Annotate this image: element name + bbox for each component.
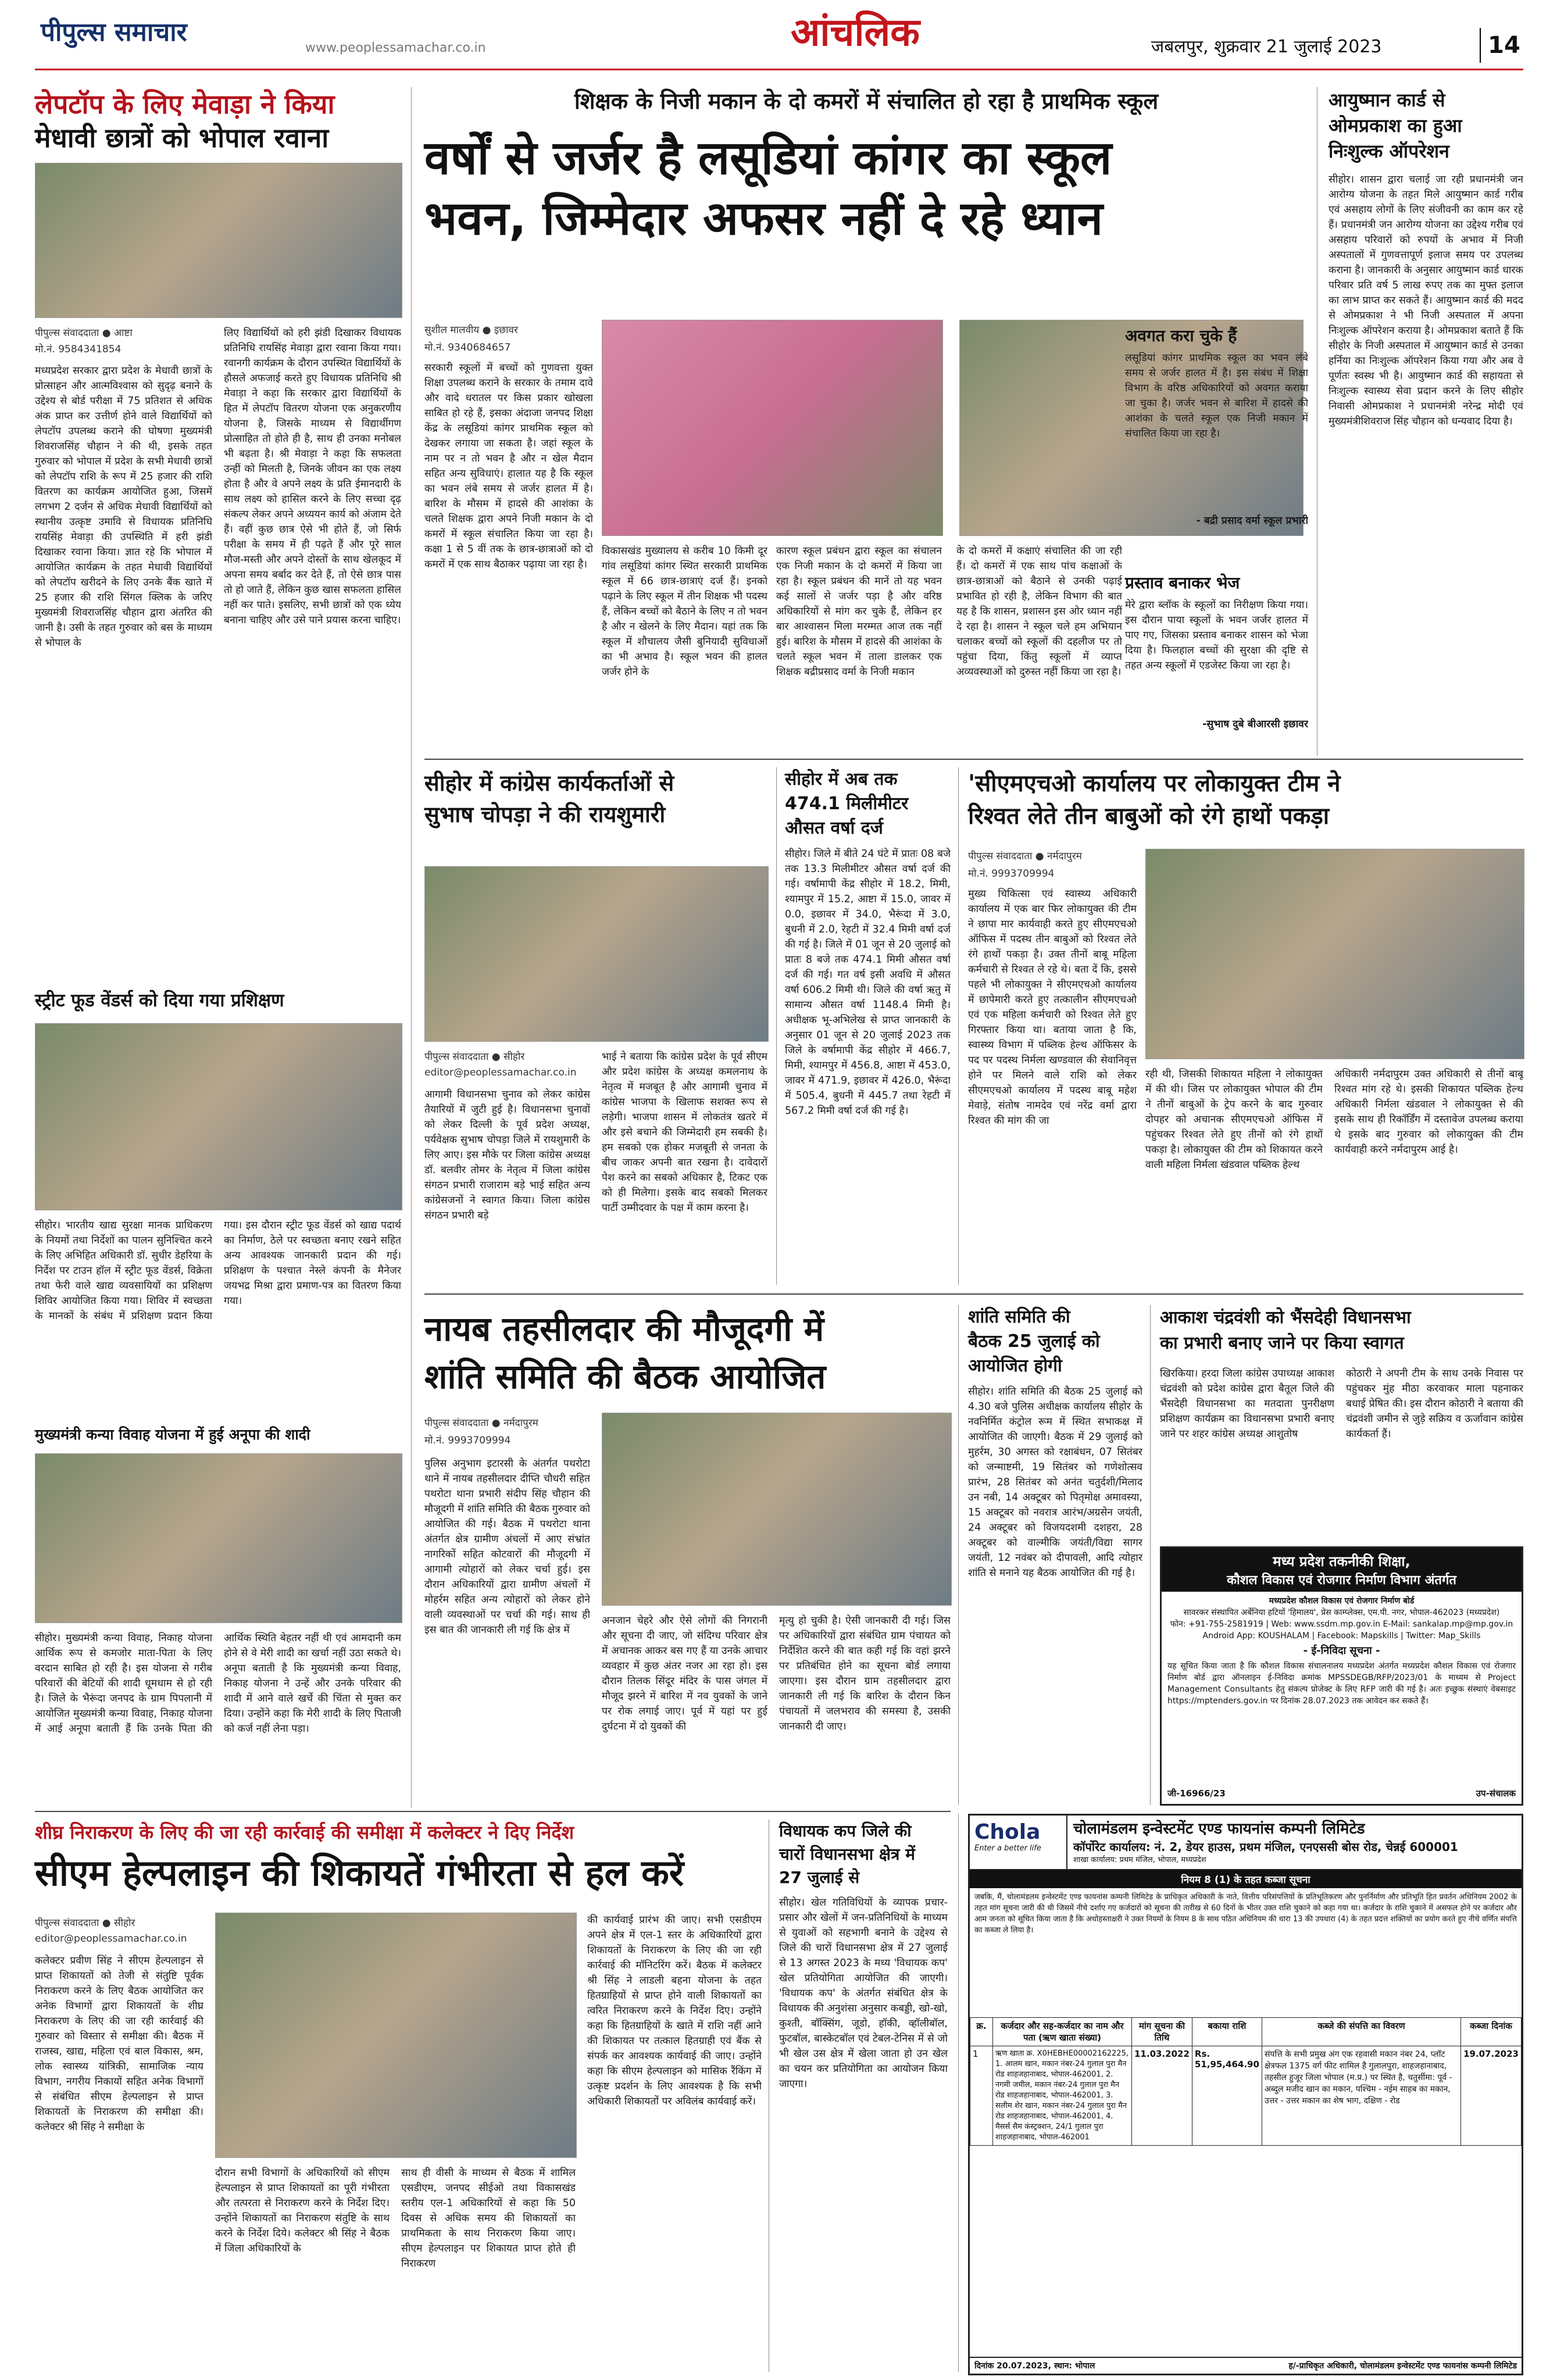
group-photo <box>35 163 402 318</box>
byline: पीपुल्स संवाददाता ● सीहोर <box>424 1051 525 1063</box>
box-sign: - बद्री प्रसाद वर्मा स्कूल प्रभारी <box>1196 515 1308 527</box>
headline <box>424 128 1308 249</box>
column-1: मुख्य चिकित्सा एवं स्वास्थ्य अधिकारी कार्यालय में एक बार फिर लोकायुक्त की टीम ने छापा मार कार्यवाही करते हुए सीएमएचओ ऑफिस में पदस्थ तीन बाबुओं को रिश्वत लेते रंगे हाथों पकड़ा है। उक्त तीनों बाबू महिला कर्मचारी से रिश्वत ले रहे थे। बता दें कि, इससे पहले भी लोकायुक्त ने सीएमएचओ कार्यालय में छापेमारी करते हुए तत्कालीन सीएमएचओ एवं एक महिला कर्मचारी को रिश्वत लेते हुए गिरफ्तार किया था। बताया जाता है कि, स्वास्थ्य विभाग में पब्लिक हेल्थ ऑफिसर के पद पर पदस्थ निर्मला खण्डवाल की सेवानिवृत्त होने पर मिलने वाले राशि को लेकर सीएमएचओ कार्यालय में पदस्थ बाबू महेश मेवाड़े, संतोष नामदेव एवं नरेंद्र वर्मा द्वारा रिश्वत की मांग की जा <box>968 888 1137 1127</box>
wedding-photo <box>35 1453 402 1623</box>
kicker: शीघ्र निराकरण के लिए की जा रही कार्रवाई की समीक्षा में कलेक्टर ने दिए निर्देश <box>35 1821 574 1843</box>
cell-borrowers: ऋण खाता क्र. X0HEBHE00002162225, 1. आलम खान, मकान नंबर-24 गुलाल पुरा मैन रोड शाहजहानाबाद, भोपाल-462001, 2. नगमी जमील, मकान नंबर-24 गुलाल पुरा मैन रोड शाहजहानाबाद, भोपाल-462001, 3. सलीम शेर खान, मकान नंबर-24 गुलाल पुरा मैन रोड शाहजहानाबाद, भोपाल-462001, 4. मैसर्स सैम कंस्ट्रक्शन, 24/1 गुलाल पुरा शाहजहानाबाद, भोपाल-462001 <box>993 2046 1132 2146</box>
column-4: की कार्यवाई प्रारंभ की जाए। सभी एसडीएम अपने क्षेत्र में एल-1 स्तर के अधिकारियों द्वारा शिकायतों के निराकरण के लिए की जा रही कार्रवाई की मॉनिटरिंग करें। बैठक में कलेक्टर श्री सिंह ने लाडली बहना योजना के तहत हितग्राहियों से प्राप्त होने वाली शिकायतों का त्वरित निराकरण करने के निर्देश दिए। उन्होंने कहा कि हितग्राहियों के खाते में राशि नहीं आने की शिकायत पर तत्काल हितग्राही एवं बैंक से संपर्क कर आवश्यक कार्यवाई की जाए। उन्होंने कहा कि सीएम हेल्पलाइन को मासिक रैंकिंग में उत्कृष्ट प्रदर्शन के लिए आवश्यक है कि सभी अधिकारी शिकायतों पर अविलंब कार्यवाई करें। <box>587 1914 762 2107</box>
page-number <box>1480 28 1527 63</box>
kicker: शिक्षक के निजी मकान के दो कमरों में संचालित हो रहा है प्राथमिक स्कूल <box>574 88 1159 114</box>
headline: स्ट्रीट फूड वेंडर्स को दिया गया प्रशिक्षण <box>35 990 284 1011</box>
column-2: लिए विद्यार्थियों को हरी झंडी दिखाकर विधायक प्रतिनिधि रायसिंह मेवाड़ा द्वारा रवाना किया गया। रवानगी कार्यक्रम के दौरान उपस्थित विद्यार्थियों के हौसले अफजाई करते हुए विधायक प्रतिनिधि श्री मेवाड़ा ने कहा कि सरकार द्वारा विद्यार्थियों के हित में लेपटॉप वितरण योजना एक अनुकरणीय योजना है, जिसके माध्यम से विद्यार्थीगण प्रोत्साहित तो होते ही है, साथ ही उनका मनोबल भी बढ़ता है। श्री मेवाड़ा ने कहा कि सफलता उन्हीं को मिलती है, जिनके जीवन का एक लक्ष्य होता है और वे अपने लक्ष्य के प्रति ईमानदारी के साथ लक्ष्य को हासिल करने के लिए सच्चा दृढ़ संकल्प लेकर अपने अध्ययन कार्य को अंजाम देते हैं। वहीं कुछ छात्र ऐसे भी होते हैं, जो सिर्फ परीक्षा के समय में ही पढ़ते हैं और पूरे साल मौज-मस्ती और अपने दोस्तों के साथ खेलकूद में अपना समय बर्बाद कर देते हैं, तो ऐसे छात्र पास तो हो जाते हैं, लेकिन कुछ खास सफलता हासिल नहीं कर पाते। इसलिए, सभी छात्रों को एक ध्येय बनाना चाहिए और उसे पाने प्रयास करना चाहिए। <box>224 327 401 626</box>
column-1: खिरकिया। हरदा जिला कांग्रेस उपाध्यक्ष आकाश चंद्रवंशी को प्रदेश कांग्रेस द्वारा बैतूल जिले की भैंसदेही विधानसभा का मतदाता पुनरीक्षण प्रशिक्षण कार्यक्रम का विधानसभा प्रभारी बनाए जाने पर शहर कांग्रेस अध्यक्ष आशुतोष <box>1160 1368 1334 1440</box>
divider <box>424 1293 1523 1295</box>
story-shanti-samiti <box>424 1305 951 1805</box>
cell-notice-date: 11.03.2022 <box>1132 2046 1192 2146</box>
col-header: कब्जा दिनांक <box>1461 2018 1522 2046</box>
story-kanya-vivah <box>35 1424 401 1796</box>
box-text: लसूडियां कांगर प्राथमिक स्कूल का भवन लंबे समय से जर्जर हालत में है। इस संबंध में शिक्षा विभाग के वरिष्ठ अधिकारियों को अवगत कराया जा चुका है। जर्जर भवन से बारिश में हादसे की आशंका के चलते स्कूल एक निजी मकान में संचालित किया जा रहा है। <box>1125 352 1308 439</box>
headline-line2: ओमप्रकाश का हुआ <box>1329 115 1462 137</box>
story-congress <box>424 767 767 1291</box>
col-header: कब्जे की संपत्ति का विवरण <box>1262 2018 1460 2046</box>
headline-line3: औसत वर्षा दर्ज <box>785 818 883 838</box>
ad-contact: फोन: +91-755-2581919 | Web: www.ssdm.mp.gov.in E-Mail: sankalap.mp@mp.gov.in <box>1170 1620 1513 1629</box>
headline-line1: शांति समिति की <box>968 1307 1070 1327</box>
chola-logo <box>970 1816 1067 1869</box>
column-4: के दो कमरों में कक्षाएं संचालित की जा रही हैं। दो कमरों में एक साथ पांच कक्षाओं के छात्र-छात्राओं को बैठाने से उनकी पढ़ाई प्रभावित हो रही है, लेकिन विभाग की बात यह है कि शासन, प्रशासन इस ओर ध्यान नहीं दे रहा है। शासन ने स्कूल चले हम अभियान चलाकर बच्चों को स्कूलों की दहलीज पर तो पहुंचा दिया, किंतु स्कूलों में व्याप्त अव्यवस्थाओं को दुरुस्त नहीं किया जा रहा है। <box>956 545 1122 678</box>
story-text: सीहोर। शांति समिति की बैठक 25 जुलाई को 4.30 बजे पुलिस अधीक्षक कार्यालय सीहोर के नवनिर्मित कंट्रोल रूम में स्थित सभाकक्ष में आयोजित की जाएगी। बैठक में 29 जुलाई को मुहर्रम, 30 अगस्त को रक्षाबंधन, 07 सितंबर को जन्माष्टमी, 19 सितंबर को गणेशोत्सव प्रारंभ, 28 सितंबर को अनंत चतुर्दशी/मिलाद उन नबी, 14 अक्टूबर को पितृमोक्ष अमावस्या, 15 अक्टूबर को नवरात्र आरंभ/अग्रसेन जयंती, 24 अक्टूबर को विजयदशमी दशहरा, 28 अक्टूबर को वाल्मीकि जयंती/विद्या सागर जयंती, 12 नवंबर को दीपावली, आदि त्योहार शांति से मनाने यह बैठक आयोजित की गई है। <box>968 1386 1142 1579</box>
phone: मो.नं. 9993709994 <box>968 868 1055 880</box>
cell-property: संपत्ति के सभी प्रमुख अंग एक रहवासी मकान नंबर 24, प्लॉट क्षेत्रफल 1375 वर्ग फीट शामिल है गुलालपुरा, शाहजहानाबाद, तहसील हुजूर जिला भोपाल (म.प्र.) पर स्थित है, चतुर्सीमा: पूर्व - अब्दुल मजीद खान का मकान, पश्चिम - नईम साहब का मकान, उत्तर - उत्तर मकान का शेष भाग, दक्षिण - रोड <box>1262 2046 1460 2146</box>
byline: पीपुल्स संवाददाता ● नर्मदापुरम <box>424 1417 538 1429</box>
byline: पीपुल्स संवाददाता ● आष्टा <box>35 327 133 339</box>
section-title: आंचलिक <box>791 10 920 55</box>
cell-amount: Rs. 51,95,464.90 <box>1192 2046 1262 2146</box>
story-rainfall <box>785 767 951 1285</box>
chola-ad <box>968 1814 1523 2375</box>
column-1: कलेक्टर प्रवीण सिंह ने सीएम हेल्पलाइन से प्राप्त शिकायतों को तेजी से संतुष्टि पूर्वक निराकरण करने के लिए बैठक आयोजित कर अनेक विभागों द्वारा शिकायतों के शीघ्र निराकरण के लिए की जा रही कार्रवाई की गुरुवार को विस्तार से समीक्षा की। बैठक में राजस्व, खाद्य, महिला एवं बाल विकास, श्रम, लोक स्वास्थ्य यांत्रिकी, सामाजिक न्याय विभाग, नगरीय निकायों सहित अनेक विभागों से संबंधित सीएम हेल्पलाइन से प्राप्त शिकायतों के निराकरण की समीक्षा की। कलेक्टर श्री सिंह ने समीक्षा के <box>35 1955 203 2133</box>
cell-num: 1 <box>970 2046 993 2146</box>
headline-line2: चारों विधानसभा क्षेत्र में <box>779 1845 915 1864</box>
column-2: भाई ने बताया कि कांग्रेस प्रदेश के पूर्व सीएम और प्रदेश कांग्रेस के अध्यक्ष कमलनाथ के नेतृत्व में मजबूत है और आगामी चुनाव में कांग्रेस भाजपा के खिलाफ सशक्त रूप से लड़ेगी। भाजपा शासन में लोकतंत्र खतरे में और इसे बचाने की जिम्मेदारी हम सबकी है। हम सबको एक होकर मजबूती से जनता के बीच जाकर अपनी बात रखना है। दावेदारों पेश करने का सबको अधिकार है, टिकट एक को ही मिलेगा। इसके बाद सबको मिलकर पार्टी उम्मीदवार के पक्ष में काम करना है। <box>602 1051 767 1214</box>
headline <box>785 767 951 841</box>
box-prastav <box>1125 573 1308 747</box>
headline-line1: आयुष्मान कार्ड से <box>1329 89 1445 111</box>
congress-photo <box>424 866 769 1042</box>
divider <box>958 767 959 1285</box>
headline-line1: 'सीएमएचओ कार्यालय पर लोकायुक्त टीम ने <box>968 770 1341 797</box>
logo <box>41 10 187 51</box>
story-ayushman <box>1329 87 1523 756</box>
chola-branch: शाखा कार्यालय: प्रथम मंजिल, भोपाल, मध्यप्रदेश <box>1073 1856 1206 1864</box>
ad-org: मध्यप्रदेश कौशल विकास एवं रोजगार निर्माण बोर्ड <box>1269 1596 1415 1606</box>
headline-line1: सीहोर में कांग्रेस कार्यकर्ताओं से <box>424 770 674 796</box>
website: www.peoplessamachar.co.in <box>305 41 486 55</box>
story-text: सीहोर। शासन द्वारा चलाई जा रही प्रधानमंत्री जन आरोग्य योजना के तहत मिले आयुष्मान कार्ड गरीब एवं असहाय लोगों के लिए संजीवनी का काम कर रहे हैं। प्रधानमंत्री जन आरोग्य योजना का उद्देश्य गरीब एवं असहाय परिवारों को रुपयों के अभाव में निजी अस्पतालों में गुणवत्तापूर्ण इलाज समय पर उपलब्ध कराना है। जानकारी के अनुसार आयुष्मान कार्ड धारक परिवार प्रति वर्ष 5 लाख रुपए तक का मुफ्त इलाज का लाभ प्राप्त कर सकते हैं। आयुष्मान कार्ड की मदद से ओमप्रकाश ने भी निजी अस्पताल में अपना निःशुल्क ऑपरेशन कराया है। ओमप्रकाश बताते हैं कि सीहोर के निजी अस्पताल में आयुष्मान कार्ड से उनका हर्निया का निःशुल्क ऑपरेशन किया गया और अब वे पूर्णतः स्वस्थ भी है। आयुष्मान कार्ड की सहायता से निःशुल्क स्वास्थ्य सेवा प्रदान करने के लिए सीहोर निवासी ओमप्रकाश ने प्रधानमंत्री नरेन्द्र मोदी एवं मुख्यमंत्रीशिवराज सिंह चौहान को धन्यवाद दिया है। <box>1329 174 1523 427</box>
column-3: कारण स्कूल प्रबंधन द्वारा स्कूल का संचालन एक निजी मकान के दो कमरों में किया जा रहा है। स्कूल प्रबंधन की मानें तो यह भवन कई सालों से जर्जर पड़ा है और वरिष्ठ अधिकारियों से मांग कर चुके हैं, लेकिन हर बार आश्वासन मिला मरम्मत आज तक नहीं हुई। बारिश के मौसम में हादसे की आशंका के चलते स्कूल भवन में ताला डालकर एक शिक्षक बद्रीप्रसाद वर्मा के निजी मकान <box>776 545 942 678</box>
box-title: अवगत करा चुके हैं <box>1125 326 1237 345</box>
headline-line1: लेपटॉप के लिए मेवाड़ा ने किया <box>35 88 335 120</box>
ad-notice-text: यह सूचित किया जाता है कि कौशल विकास संचालनालय मध्यप्रदेश अंतर्गत मध्यप्रदेश कौशल विकास एवं रोजगार निर्माण बोर्ड द्वारा ऑनलाइन ई-निविदा क्रमांक MPSSDEGB/RFP/2023/01 के माध्यम से Project Management Consultants हेतु संकल्प प्रोजेक्ट के लिए RFP जारी की गई है। अतः इच्छुक संस्थाएं वेबसाइट https://mptenders.gov.in पर दिनांक 28.07.2023 तक आवेदन कर सकते हैं। <box>1167 1661 1516 1706</box>
chola-title: चोलामंडलम इन्वेस्टमेंट एण्ड फायनांस कम्पनी लिमिटेड <box>1073 1820 1365 1838</box>
divider <box>1150 1305 1151 1805</box>
headline-line2: शांति समिति की बैठक आयोजित <box>424 1357 826 1396</box>
masthead-rule <box>35 69 1523 70</box>
training-photo <box>35 1023 402 1210</box>
phone: मो.नं. 9584341854 <box>35 344 122 355</box>
chola-footer-sign: ह/-प्राधिकृत अधिकारी, चोलामंडलम इन्वेस्टमेंट एण्ड फायनांस कम्पनी लिमिटेड <box>1288 2361 1517 2371</box>
headline: मुख्यमंत्री कन्या विवाह योजना में हुई अनूपा की शादी <box>35 1426 310 1443</box>
headline <box>424 1305 951 1400</box>
col-header: क्र. <box>970 2018 993 2046</box>
chola-tagline: Enter a better life <box>974 1844 1041 1853</box>
story-cm-helpline <box>35 1820 762 2372</box>
headline-line1: वर्षों से जर्जर है लसूडियां कांगर का स्कूल <box>424 131 1112 185</box>
headline-line2: बैठक 25 जुलाई को <box>968 1331 1100 1352</box>
story-lokayukta <box>968 767 1523 1285</box>
headline <box>35 87 401 155</box>
headline-line2: मेधावी छात्रों को भोपाल रवाना <box>35 122 329 153</box>
column-3: मृत्यु हो चुकी है। ऐसी जानकारी दी गई। जिस पर अधिकारियों द्वारा संबंधित ग्राम पंचायत को निर्देशित करने की बात कही गई कि वहां झरने पर प्रतिबंधित होने का सूचना बोर्ड लगाया जाएगा। इस दौरान ग्राम तहसीलदार द्वारा जानकारी ली गई कि बारिश के दौरान किन पंचायतों में जलभराव की समस्या है, उसकी जानकारी दी जाए। <box>779 1615 951 1732</box>
column-2: दौरान सभी विभागों के अधिकारियों को सीएम हेल्पलाइन से प्राप्त शिकायतों का पूरी गंभीरता और तत्परता से निराकरण करने के निर्देश दिए। उन्होंने शिकायतों का निराकरण संतुष्टि के साथ करने के निर्देश दिये। कलेक्टर श्री सिंह ने बैठक में जिला अधिकारियों के <box>215 2167 390 2254</box>
chola-header <box>970 1816 1522 1870</box>
headline <box>424 767 767 830</box>
chola-footer <box>970 2357 1522 2374</box>
divider <box>958 1305 959 1805</box>
page-number-text: 14 <box>1488 32 1520 59</box>
headline-line2: रिश्वत लेते तीन बाबुओं को रंगे हाथों पकड़ा <box>968 803 1330 830</box>
story-shanti-samiti-25 <box>968 1305 1142 1805</box>
column-1: मध्यप्रदेश सरकार द्वारा प्रदेश के मेधावी छात्रों के प्रोत्साहन और आत्मविश्वास को सुदृढ़ बनाने के उद्देश्य से बोर्ड परीक्षा में 75 प्रतिशत से अधिक अंक प्राप्त कर उत्तीर्ण होने वाले विद्यार्थियों को लेपटॉप उपलब्ध कराने की घोषणा मुख्यमंत्री शिवराजसिंह चौहान ने की थी, इसके तहत गुरुवार को भोपाल में प्रदेश के सभी मेधावी छात्रों को लेपटॉप राशि के रूप में 25 हजार की राशि वितरण का कार्यक्रम आयोजित हुआ, जिसमें लगभग 2 दर्जन से अधिक मेधावी विद्यार्थियों को स्थानीय उत्कृष्ट उमावि से विधायक प्रतिनिधि रायसिंह मेवाड़ा की उपस्थिति में हरी झंडी दिखाकर रवाना किया। ज्ञात रहे कि भोपाल में आयोजित कार्यक्रम के तहत मेधावी विद्यार्थियों को लेपटॉप खरीदने के लिए उनके बैंक खाते में 25 हजार की राशि सिंगल क्लिक के जरिए मुख्यमंत्री शिवराजसिंह चौहान द्वारा अंतरित की जानी है। उसी के तहत गुरुवार को बस के माध्यम से भोपाल के <box>35 365 212 649</box>
chola-intro: जबकि, मैं, चोलामंडलम इन्वेस्टमेंट एण्ड फायनांस कम्पनी लिमिटेड के प्राधिकृत अधिकारी के नाते, वित्तीय परिसंपत्तियों के प्रतिभूतिकरण और पुनर्निर्माण और प्रतिभूति हित प्रवर्तन अधिनियम 2002 के तहत मांग सूचना जारी की थी जिसमें नीचे दर्शाए गए कर्जदारों को सूचना की तारीख से 60 दिनों के भीतर उक्त राशि चुकाने को कहा गया था। कर्जदार के राशि चुकाने में असफल होने पर कर्जदार और आम जनता को सूचित किया जाता है कि अधोहस्ताक्षरी ने उक्त नियमों के नियम 8 के साथ पठित अधिनियम की धारा 13 की उपधारा (4) के तहत प्रदत्त शक्तियों का प्रयोग करते हुए नीचे वर्णित संपत्ति का कब्जा ले लिया है। <box>974 1893 1517 1935</box>
column-1: सरकारी स्कूलों में बच्चों को गुणवत्ता युक्त शिक्षा उपलब्ध कराने के सरकार के तमाम दावे और वादे धरातल पर किस प्रकार खोखला साबित हो रहे हैं, इसका अंदाजा जनपद शिक्षा केंद्र के लसूडियां कांगर प्राथमिक स्कूल को देखकर लगाया जा सकता है। जहां स्कूल के नाम पर न तो भवन है और न खेल मैदान सहित अन्य सुविधाएं। हालात यह है कि स्कूल का भवन लंबे समय से जर्जर हालत में है। बारिश के मौसम में हादसे की आशंका के चलते शिक्षक द्वारा अपने निजी मकान के दो कमरों में स्कूल संचालित किया जा रहा है। कक्षा 1 से 5 वीं तक के छात्र-छात्राओं को दो कमरों में एक साथ बैठाकर पढ़ाया जा रहा है। <box>424 362 593 570</box>
headline <box>1329 87 1523 164</box>
table-header-row <box>970 2018 1522 2046</box>
table-row <box>970 2046 1522 2146</box>
divider <box>35 1811 951 1812</box>
headline <box>1160 1305 1523 1356</box>
school-building-photo <box>602 320 943 536</box>
story-laptop <box>35 87 401 930</box>
column-2: रही थी, जिसकी शिकायत महिला ने लोकायुक्त में की थी। जिस पर लोकायुक्त भोपाल की टीम ने तीनों बाबुओं के ट्रेप करने के बाद गुरुवार दोपहर को अचानक सीएमएचओ ऑफिस में पहुंचकर रिश्वत लेते हुए तीनों को रंगे हाथों पकड़ा है। लोकायुक्त की टीम को शिकायत करने वाली महिला निर्मला खंडवाल पब्लिक हेल्थ <box>1145 1069 1323 1171</box>
story-text: सीहोर। भारतीय खाद्य सुरक्षा मानक प्राधिकरण के नियमों तथा निर्देशों का पालन सुनिश्चित करने के लिए अभिहित अधिकारी डॉ. सुधीर डेहरिया के निर्देश पर टाउन हॉल में स्ट्रीट फूड वेंडर्स, विक्रेता तथा फेरी वाले खाद्य व्यवसायियों का प्रशिक्षण शिविर आयोजित किया गया। शिविर में स्वच्छता के मानकों के संबंध में प्रशिक्षण प्रदान किया गया। इस दौरान स्ट्रीट फूड वेंडर्स को खाद्य पदार्थ का निर्माण, ठेले पर स्वच्छता बनाए रखने सहित अन्य आवश्यक जानकारी प्रदान की गई। प्रशिक्षण के पश्चात नेस्ले कंपनी के मैनेजर जयभद्र मिश्रा द्वारा प्रमाण-पत्र का वितरण किया गया। <box>35 1220 401 1322</box>
box-title: प्रस्ताव बनाकर भेज <box>1125 573 1240 592</box>
email: editor@peoplessamachar.co.in <box>424 1067 577 1078</box>
col-header: कर्जदार और सह-कर्जदार का नाम और पता (ऋण खाता संख्या) <box>993 2018 1132 2046</box>
column-3: अधिकारी नर्मदापुरम उक्त अधिकारी से तीनों बाबू रिश्वत मांग रहे थे। इसकी शिकायत पब्लिक हेल्थ अधिकारी निर्मला खंडवाल ने लोकायुक्त से की इसके साथ ही रिकॉर्डिंग में दस्तावेज उपलब्ध कराया थे इसके बाद गुरुवार को लोकायुक्त की टीम कार्यवाही करने नर्मदापुरम आई है। <box>1334 1069 1523 1156</box>
ad-address: सावरकर संस्थापित अर्बेनिया हटियों 'हिमालय', प्रेस काम्प्लेक्स, एम.पी. नगर, भोपाल-462023 (मध्यप्रदेश) <box>1183 1608 1500 1617</box>
byline: पीपुल्स संवाददाता ● नर्मदापुरम <box>968 850 1082 862</box>
divider <box>411 87 412 1808</box>
headline-line2: सुभाष चोपड़ा ने की रायशुमारी <box>424 802 666 827</box>
meeting-photo <box>602 1413 952 1606</box>
box-avgat <box>1125 326 1308 570</box>
headline-line2: 474.1 मिलीमीटर <box>785 794 909 814</box>
chola-rule: नियम 8 (1) के तहत कब्जा सूचना <box>970 1870 1522 1888</box>
column-1: पुलिस अनुभाग इटारसी के अंतर्गत पथरोटा थाने में नायब तहसीलदार दीप्ति चौधरी सहित पथरोटा थाना प्रभारी संदीप सिंह चौहान की मौजूदगी में शांति समिति की बैठक गुरुवार को आयोजित की गई। बैठक में पथरोटा थाना अंतर्गत क्षेत्र ग्रामीण अंचलों में आए संभ्रांत नागरिकों सहित कोटवारों की मौजूदगी में आगामी त्योहारों को लेकर चर्चा हुई। इस दौरान अधिकारियों द्वारा ग्रामीण अंचलों में मोहर्रम सहित अन्य त्योहारों को लेकर होने वाली व्यवस्थाओं पर चर्चा की गई। साथ ही इस बात की जानकारी ली गई कि क्षेत्र में <box>424 1458 590 1636</box>
helpline-meeting-photo <box>215 1913 577 2158</box>
headline-line1: सीहोर में अब तक <box>785 769 898 789</box>
byline: सुशील मालवीय ● इछावर <box>424 324 518 336</box>
headline: सीएम हेल्पलाइन की शिकायतें गंभीरता से हल करें <box>35 1852 684 1894</box>
chola-address: कॉर्पोरेट कार्यालय: नं. 2, डेयर हाउस, प्रथम मंजिल, एनएससी बोस रोड, चेन्नई 600001 <box>1073 1840 1458 1854</box>
divider <box>776 767 777 1285</box>
possession-table <box>970 2017 1522 2146</box>
headline <box>968 767 1523 832</box>
headline-line3: आयोजित होगी <box>968 1356 1062 1376</box>
headline-line1: आकाश चंद्रवंशी को भैंसदेही विधानसभा <box>1160 1307 1411 1328</box>
phone: मो.नं. 9993709994 <box>424 1435 511 1446</box>
ad-notice-title: - ई-निविदा सूचना - <box>1303 1645 1380 1657</box>
headline-line3: निःशुल्क ऑपरेशन <box>1329 140 1449 162</box>
column-1: आगामी विधानसभा चुनाव को लेकर कांग्रेस तैयारियों में जुटी हुई है। विधानसभा चुनावों को लेकर दिल्ली के पूर्व प्रदेश अध्यक्ष, पर्यवेक्षक सुभाष चोपड़ा जिले में रायशुमारी के लिए आए। इस मौके पर जिला कांग्रेस अध्यक्ष डॉ. बलवीर तोमर के नेतृत्व में जिला कांग्रेस संगठन प्रभारी राजाराम बड़े भाई सहित अन्य कांग्रेसजनों ने स्वागत किया। जिला कांग्रेस संगठन प्रभारी बड़े <box>424 1089 590 1221</box>
story-text: सीहोर। खेल गतिविधियों के व्यापक प्रचार-प्रसार और खेलों में जन-प्रतिनिधियों के माध्यम से युवाओं को सहभागी बनाने के उद्देश्य से जिले की चारों विधानसभा क्षेत्र में 27 जुलाई से 13 अगस्त 2023 के मध्य 'विधायक कप' खेल प्रतियोगिता आयोजित की जाएगी। 'विधायक कप' के अंतर्गत संबंधित क्षेत्र के विधायक की अनुशंसा अनुसार कबड्डी, खो-खो, कुश्ती, बॉक्सिंग, जूडो, हॉकी, व्हॉलीबॉल, फुटबॉल, बास्केटबॉल एवं टेबल-टेनिस में से जो भी खेल उस क्षेत्र में खेला जाता हो उन खेल का चयन कर प्रतियोगिता का आयोजन किया जाएगा। <box>779 1897 948 2090</box>
story-text: सीहोर। मुख्यमंत्री कन्या विवाह, निकाह योजना आर्थिक रूप से कमजोर माता-पिता के लिए वरदान साबित हो रही है। इस योजना से गरीब परिवारों की बेटियों की शादी धूमधाम से हो रही है। जिले के भैरूंदा जनपद के ग्राम पिपलानी में आयोजित मुख्यमंत्री कन्या विवाह, निकाह योजना में आई अनूपा बताती हैं कि उनके पिता की आर्थिक स्थिति बेहतर नहीं थी एवं आमदानी कम होने से वे मेरी शादी का खर्चा नहीं उठा सकते थे। अनूपा बताती है कि मुख्यमंत्री कन्या विवाह, निकाह योजना ने उन्हें और उनके परिवार की शादी में आने वाले खर्चे की चिंता से मुक्त कर दिया। उन्होंने कहा कि मेरी शादी के लिए पिताजी को कर्ज नहीं लेना पड़ा। <box>35 1632 401 1735</box>
chola-footer-date: दिनांक 20.07.2023, स्थान: भोपाल <box>974 2361 1095 2371</box>
story-text: सीहोर। जिले में बीते 24 घंटे में प्रातः 08 बजे तक 13.3 मिलीमीटर औसत वर्षा दर्ज की गई। वर्षामापी केंद्र सीहोर में 18.2, मिमी, श्यामपुर में 15.2, आष्टा में 15.0, जावर में 0.0, इछावर में 34.0, भैरूंदा में 3.0, बुधनी में 2.0, रेहटी में 32.4 मिमी वर्षा दर्ज की गई है। जिले में 01 जून से 20 जुलाई को प्रातः 8 बजे तक 474.1 मिमी औसत वर्षा दर्ज की गई। गत वर्ष इसी अवधि में औसत वर्षा 606.2 मिमी थी। जिले की वर्षा ऋतु में सामान्य औसत वर्षा 1148.4 मिमी है। अधीक्षक भू-अभिलेख से प्राप्त जानकारी के अनुसार 01 जून से 20 जुलाई 2023 तक जिले के वर्षामापी केंद्र सीहोर में 466.7, मिमी, श्यामपुर में 456.8, आष्टा में 453.0, जावर में 471.9, इछावर में 426.0, भैरूंदा में 505.4, बुधनी में 445.7 तथा रेहटी में 567.2 मिमी वर्षा दर्ज की गई है। <box>785 848 951 1117</box>
story-akash <box>1160 1305 1523 1532</box>
col-header: बकाया राशि <box>1192 2018 1262 2046</box>
phone: मो.नं. 9340684657 <box>424 342 511 353</box>
divider <box>424 759 1523 760</box>
headline <box>779 1820 948 1889</box>
ad-sign: उप-संचालक <box>1476 1788 1516 1799</box>
column-3: साथ ही वीसी के माध्यम से बैठक में शामिल एसडीएम, जनपद सीईओ तथा विकासखंड स्तरीय एल-1 अधिकारियों से कहा कि 50 दिवस से अधिक समय की शिकायतों का प्राथमिकता के साथ निराकरण किया जाए। सीएम हेल्पलाइन पर शिकायत प्राप्त होते ही निराकरण <box>401 2167 576 2270</box>
office-photo <box>1145 849 1524 1059</box>
box-text: मेरे द्वारा ब्लॉक के स्कूलों का निरीक्षण किया गया। इस दौरान पाया स्कूलों के भवन जर्जर हालत में पाए गए, जिसका प्रस्ताव बनाकर शासन को भेजा दिया है। फिलहाल बच्चों की सुरक्षा की दृष्टि से तहत अन्य स्कूलों में एडजेस्ट किया जा रहा है। <box>1125 599 1308 671</box>
divider <box>958 1814 959 2372</box>
byline: पीपुल्स संवाददाता ● सीहोर <box>35 1917 135 1929</box>
story-street-food <box>35 988 401 1413</box>
headline-line1: नायब तहसीलदार की मौजूदगी में <box>424 1309 824 1349</box>
cell-possession-date: 19.07.2023 <box>1461 2046 1522 2146</box>
headline-line1: विधायक कप जिले की <box>779 1821 912 1841</box>
ad-title1: मध्य प्रदेश तकनीकी शिक्षा, <box>1273 1553 1410 1570</box>
headline-line3: 27 जुलाई से <box>779 1868 860 1887</box>
chola-brand: Chola <box>974 1820 1041 1844</box>
col-header: मांग सूचना की तिथि <box>1132 2018 1192 2046</box>
tender-ad <box>1160 1546 1523 1806</box>
email: editor@peoplessamachar.co.in <box>35 1933 187 1945</box>
story-vidhayak-cup <box>779 1820 948 2372</box>
dateline: जबलपुर, शुक्रवार 21 जुलाई 2023 <box>1151 37 1382 57</box>
box-sign: -सुभाष दुबे बीआरसी इछावर <box>1202 719 1308 730</box>
headline <box>968 1305 1142 1378</box>
headline-line2: भवन, जिम्मेदार अफसर नहीं दे रहे ध्यान <box>424 191 1103 245</box>
logo-text: पीपुल्स समाचार <box>41 17 187 47</box>
ad-header <box>1162 1548 1522 1592</box>
ad-title2: कौशल विकास एवं रोजगार निर्माण विभाग अंतर्गत <box>1227 1573 1456 1588</box>
column-2: विकासखंड मुख्यालय से करीब 10 किमी दूर गांव लसूडियां कांगर स्थित सरकारी प्राथमिक स्कूल में 66 छात्र-छात्राएं दर्ज हैं। इनको पढ़ाने के लिए स्कूल में तीन शिक्षक भी पदस्थ हैं, लेकिन बच्चों को बैठाने के लिए न तो भवन है और न खेलने के लिए मैदान। यहां तक कि स्कूल में शौचालय जैसी बुनियादी सुविधाओं का भी अभाव है। स्कूल भवन की हालत जर्जर होने के <box>602 545 767 678</box>
ad-ref: जी-16966/23 <box>1167 1788 1226 1799</box>
masthead <box>0 0 1557 67</box>
column-2: अनजान चेहरे और ऐसे लोगों की निगरानी और सूचना दी जाए, जो संदिग्ध परिवार क्षेत्र में अचानक आकर बस गए हैं या उनके आचार व्यवहार में कुछ अंतर नजर आ रहा हो। इस दौरान तिलक सिंदूर मंदिर के पास जंगल में मौजूद झरने में बारिश में नव युवकों के जाने पर रोक लगाई जाए। पूर्व में यहां पर हुई दुर्घटना में दो युवकों की <box>602 1615 767 1732</box>
column-2: कोठारी ने अपनी टीम के साथ उनके निवास पर पहुंचकर मुंह मीठा करवाकर माला पहनाकर बधाई प्रेषित की। इस दौरान कोठारी ने बताया की चंद्रवंशी जमीन से जुड़े सक्रिय व ऊर्जावान कांग्रेस कार्यकर्ता हैं। <box>1346 1368 1523 1440</box>
headline-line2: का प्रभारी बनाए जाने पर किया स्वागत <box>1160 1333 1404 1353</box>
ad-social: Android App: KOUSHALAM | Facebook: Mapskills | Twitter: Map_Skills <box>1202 1631 1481 1641</box>
